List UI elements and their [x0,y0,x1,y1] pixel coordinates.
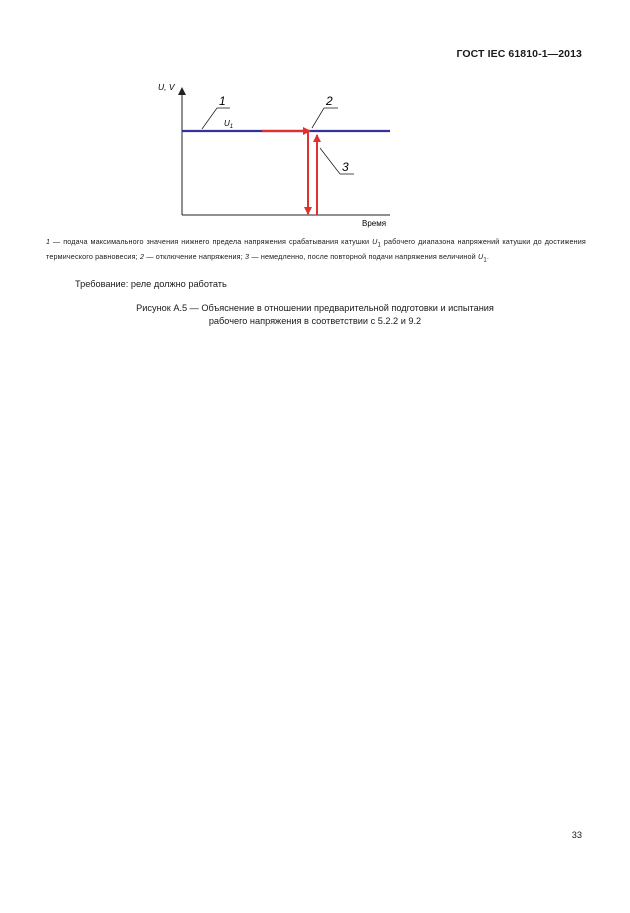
document-header: ГОСТ IEC 61810-1—2013 [456,48,582,60]
y-axis-label: U, V [158,82,175,92]
voltage-time-figure [150,78,410,228]
requirement-text: Требование: реле должно работать [75,279,227,289]
figure-notes: 1 — подача максимального значения нижнего предела напряжения срабатывания катушки $U_1$ рабочего диапазона напряжений катушки до достижения термического равновесия; 2 — отключение напряжения; 3 — немедленно, после повторной подачи напряжения величиной $U_1$. [46,237,586,264]
callout-3: 3 [342,160,349,174]
callout-1: 1 [219,94,226,108]
page-number: 33 [571,830,582,840]
figure-caption [90,302,540,328]
caption-line-2: рабочего напряжения в соответствии с 5.2.2 и 9.2 [208,316,422,326]
x-axis-label: Время [362,219,387,228]
callout-2: 2 [326,94,333,108]
u1-label: $U_1$ [224,119,234,130]
caption-line-1: Рисунок А.5 — Объяснение в отношении предварительной подготовки и испытания [136,303,494,313]
